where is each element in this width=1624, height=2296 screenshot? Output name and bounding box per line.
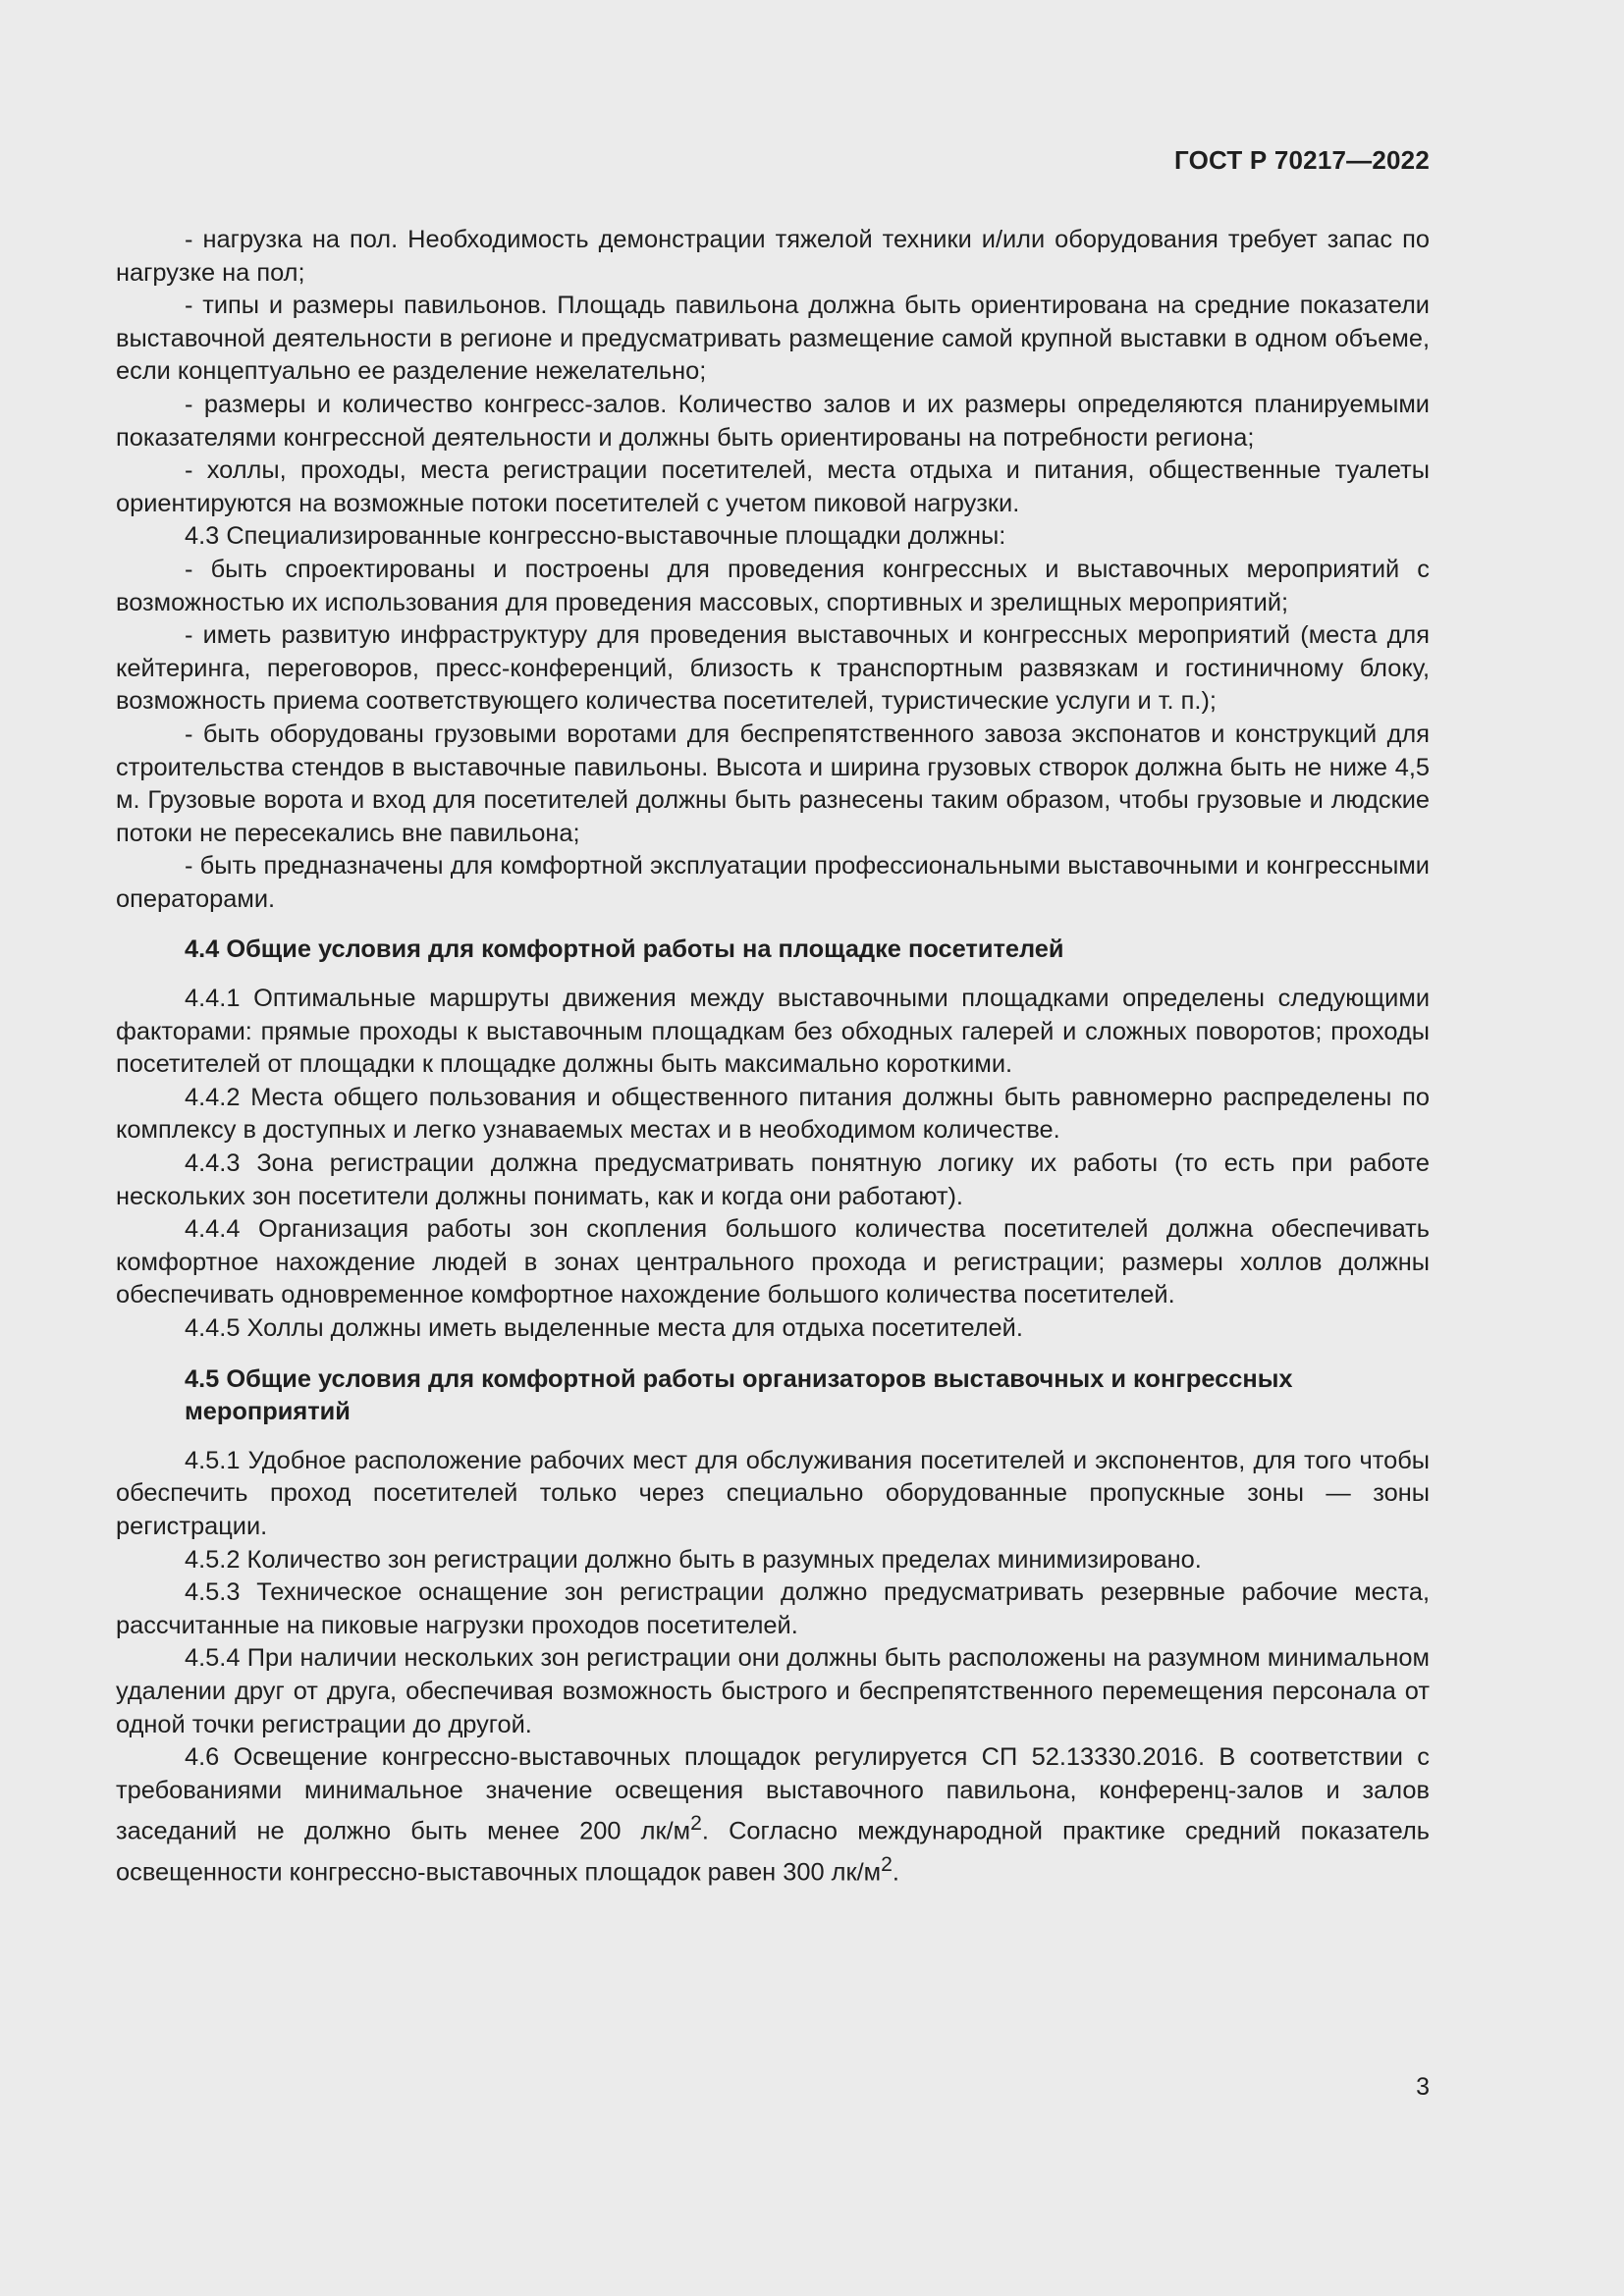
- paragraph: 4.4.5 Холлы должны иметь выделенные места для отдыха посетителей.: [185, 1314, 1023, 1342]
- page-number: 3: [1416, 2073, 1430, 2101]
- superscript: 2: [881, 1853, 893, 1877]
- paragraph: - холлы, проходы, места регистрации посетителей, места отдыха и питания, общественные туалеты ориентируются на возможные потоки посетителей с учетом пиковой нагрузки.: [116, 456, 1430, 517]
- paragraph-lighting: [116, 1741, 1430, 1890]
- paragraph: 4.5.4 При наличии нескольких зон регистрации они должны быть расположены на разумном минимальном удалении друг от друга, обеспечивая возможность быстрого и беспрепятственного перемещения персонала от одной точки регистрации до другой.: [116, 1644, 1430, 1738]
- paragraph: - иметь развитую инфраструктуру для проведения выставочных и конгрессных мероприятий (места для кейтеринга, переговоров, пресс-конференций, близость к транспортным развязкам и гостиничному блоку, возможность приема соответствующего количества посетителей, туристические услуги и т. п.);: [116, 621, 1430, 716]
- paragraph: 4.3 Специализированные конгрессно-выставочные площадки должны:: [185, 522, 1006, 551]
- paragraph: 4.4.2 Места общего пользования и общественного питания должны быть равномерно распределены по комплексу в доступных и легко узнаваемых местах и в необходимом количестве.: [116, 1083, 1430, 1145]
- paragraph: - быть предназначены для комфортной эксплуатации профессиональными выставочными и конгрессными операторами.: [116, 852, 1430, 913]
- paragraph: - быть оборудованы грузовыми воротами для беспрепятственного завоза экспонатов и конструкций для строительства стендов в выставочные павильоны. Высота и ширина грузовых створок должна быть не ниже 4,5 м. Грузовые ворота и вход для посетителей должны быть разнесены таким образом, чтобы грузовые и людские потоки не пересекались вне павильона;: [116, 720, 1430, 847]
- superscript: 2: [690, 1812, 702, 1836]
- document-code: ГОСТ Р 70217—2022: [1174, 145, 1430, 175]
- lighting-text-a: 4.6 Освещение конгрессно-выставочных площадок регулируется СП 52.13330.2016. В соответствии с требованиями минимальное значение освещения выставочного павильона, конференц-залов и залов заседаний не должно быть менее 200 лк/м: [116, 1743, 1430, 1845]
- paragraph: - типы и размеры павильонов. Площадь павильона должна быть ориентирована на средние показатели выставочной деятельности в регионе и предусматривать размещение самой крупной выставки в одном объеме, если концептуально ее разделение нежелательно;: [116, 292, 1430, 386]
- paragraph: 4.5.1 Удобное расположение рабочих мест для обслуживания посетителей и экспонентов, для того чтобы обеспечить проход посетителей только через специально оборудованные пропускные зоны — зоны регистрации.: [116, 1446, 1430, 1540]
- paragraph: 4.4.1 Оптимальные маршруты движения между выставочными площадками определены следующими факторами: прямые проходы к выставочным площадкам без обходных галерей и сложных поворотов; проходы посетителей от площадки к площадке должны быть максимально короткими.: [116, 985, 1430, 1079]
- paragraph: 4.5.2 Количество зон регистрации должно быть в разумных пределах минимизировано.: [185, 1545, 1202, 1574]
- section-heading-4-5: 4.5 Общие условия для комфортной работы организаторов выставочных и конгрессных мероприятий: [185, 1364, 1293, 1426]
- paragraph: - нагрузка на пол. Необходимость демонстрации тяжелой техники и/или оборудования требует запас по нагрузке на пол;: [116, 226, 1430, 287]
- lighting-text-b: . Согласно международной практике средний показатель освещенности конгрессно-выставочных площадок равен 300 лк/м: [116, 1817, 1430, 1887]
- paragraph: 4.5.3 Техническое оснащение зон регистрации должно предусматривать резервные рабочие места, рассчитанные на пиковые нагрузки проходов посетителей.: [116, 1578, 1430, 1639]
- paragraph: 4.4.3 Зона регистрации должна предусматривать понятную логику их работы (то есть при работе нескольких зон посетители должны понимать, как и когда они работают).: [116, 1149, 1430, 1210]
- paragraph: - размеры и количество конгресс-залов. Количество залов и их размеры определяются планируемыми показателями конгрессной деятельности и должны быть ориентированы на потребности региона;: [116, 390, 1430, 452]
- paragraph: 4.4.4 Организация работы зон скопления большого количества посетителей должна обеспечивать комфортное нахождение людей в зонах центрального прохода и регистрации; размеры холлов должны обеспечивать одновременное комфортное нахождение большого количества посетителей.: [116, 1215, 1430, 1309]
- section-heading-4-4: 4.4 Общие условия для комфортной работы на площадке посетителей: [185, 935, 1064, 964]
- document-body: [116, 224, 1430, 1890]
- document-page: [116, 0, 1430, 2296]
- paragraph: - быть спроектированы и построены для проведения конгрессных и выставочных мероприятий с возможностью их использования для проведения массовых, спортивных и зрелищных мероприятий;: [116, 555, 1430, 616]
- lighting-text-c: .: [892, 1858, 899, 1887]
